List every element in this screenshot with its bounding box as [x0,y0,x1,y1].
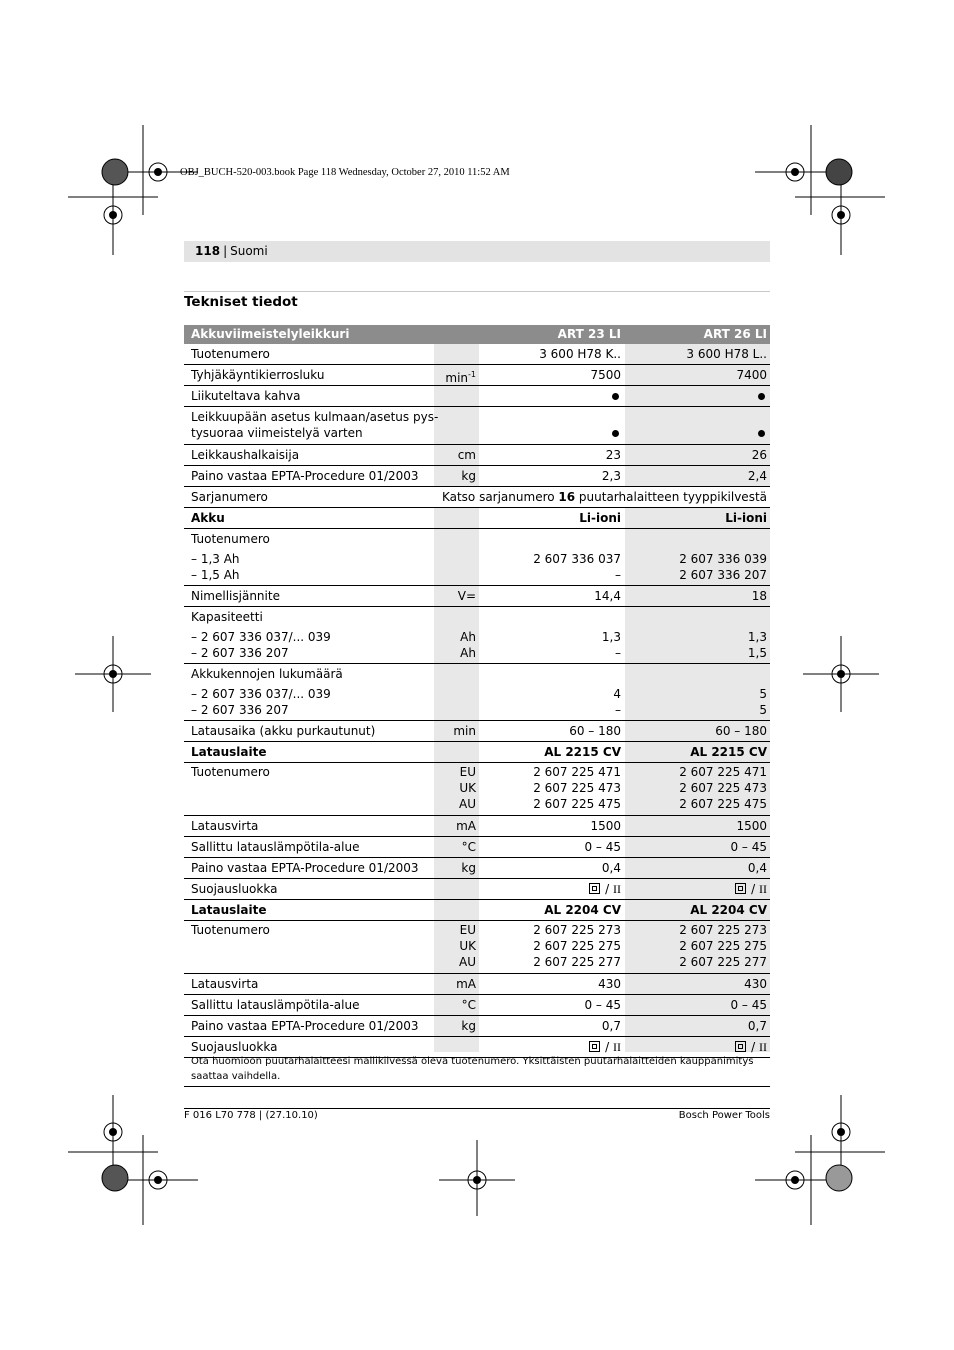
table-row: Leikkuupään asetus kulmaan/asetus pys- tysuoraa viimeistelyä varten [184,407,770,445]
yes-dot-icon [758,430,765,437]
table-subheader-row: Latauslaite AL 2204 CV AL 2204 CV [184,900,770,921]
table-header-row: Akkuviimeistelyleikkuri ART 23 LI ART 26 LI [184,325,770,344]
yes-dot-icon [612,430,619,437]
footer-doc-number: F 016 L70 778 | (27.10.10) [184,1110,318,1121]
table-row: Latausvirta mA 430 430 [184,974,770,995]
table-subheader-row: Akku Li-ioni Li-ioni [184,508,770,529]
page-number: 118 [195,244,221,258]
table-end-rule [184,1086,770,1087]
footer-brand: Bosch Power Tools [678,1110,770,1121]
table-row: Leikkaushalkaisija cm 23 26 [184,445,770,466]
table-row: Suojausluokka / II / II [184,1037,770,1058]
protection-class-icon [735,883,746,894]
table-row: Tuotenumero 3 600 H78 K.. 3 600 H78 L.. [184,344,770,365]
table-row: Tuotenumero EU UK AU 2 607 225 471 2 607 225 473 2 607 225 475 2 607 225 471 2 607 225 473 2 607 225 475 [184,763,770,816]
header-rule [184,291,770,292]
table-row: Sallittu latauslämpötila-alue °C 0 – 45 0 – 45 [184,995,770,1016]
table-row: Liikuteltava kahva [184,386,770,407]
section-title: Tekniset tiedot [184,294,298,310]
yes-dot-icon [612,393,619,400]
table-row: Paino vastaa EPTA-Procedure 01/2003 kg 0,7 0,7 [184,1016,770,1037]
table-row: Paino vastaa EPTA-Procedure 01/2003 kg 2,3 2,4 [184,466,770,487]
footer-rule [184,1108,770,1109]
table-row: Akkukennojen lukumäärä – 2 607 336 037/... 039 – 2 607 336 207 4 – 5 5 [184,664,770,721]
table-note: Ota huomioon puutarhalaitteesi mallikilvessä oleva tuotenumero. Yksittäisten puutarhalaitteiden kauppanimitys saattaa vaihdella. [191,1056,754,1082]
table-row: Tuotenumero – 1,3 Ah – 1,5 Ah 2 607 336 037 – 2 607 336 039 2 607 336 207 [184,529,770,586]
table-row: Sallittu latauslämpötila-alue °C 0 – 45 0 – 45 [184,837,770,858]
print-header: OBJ_BUCH-520-003.book Page 118 Wednesday, October 27, 2010 11:52 AM [180,167,510,178]
table-subheader-row: Latauslaite AL 2215 CV AL 2215 CV [184,742,770,763]
table-row: Tuotenumero EU UK AU 2 607 225 273 2 607 225 275 2 607 225 277 2 607 225 273 2 607 225 275 2 607 225 277 [184,921,770,974]
protection-class-icon [589,883,600,894]
table-row: Tyhjäkäyntikierrosluku $\min^{-1}$ 7500 7400 [184,365,770,386]
table-row: Latausaika (akku purkautunut) min 60 – 180 60 – 180 [184,721,770,742]
page-section: Suomi [230,244,268,258]
protection-class-icon [735,1041,746,1052]
table-row: Suojausluokka / II / II [184,879,770,900]
table-row: Latausvirta mA 1500 1500 [184,816,770,837]
protection-class-icon [589,1041,600,1052]
yes-dot-icon [758,393,765,400]
table-row: Nimellisjännite V= 14,4 18 [184,586,770,607]
table-row: Paino vastaa EPTA-Procedure 01/2003 kg 0,4 0,4 [184,858,770,879]
table-row: Sarjanumero Katso sarjanumero 16 puutarhalaitteen tyyppikilvestä [184,487,770,508]
table-row: Kapasiteetti – 2 607 336 037/... 039 – 2 607 336 207 Ah Ah 1,3 – 1,3 1,5 [184,607,770,664]
spec-table [184,325,770,1058]
page-header-bar: 118 | Suomi [184,241,770,262]
